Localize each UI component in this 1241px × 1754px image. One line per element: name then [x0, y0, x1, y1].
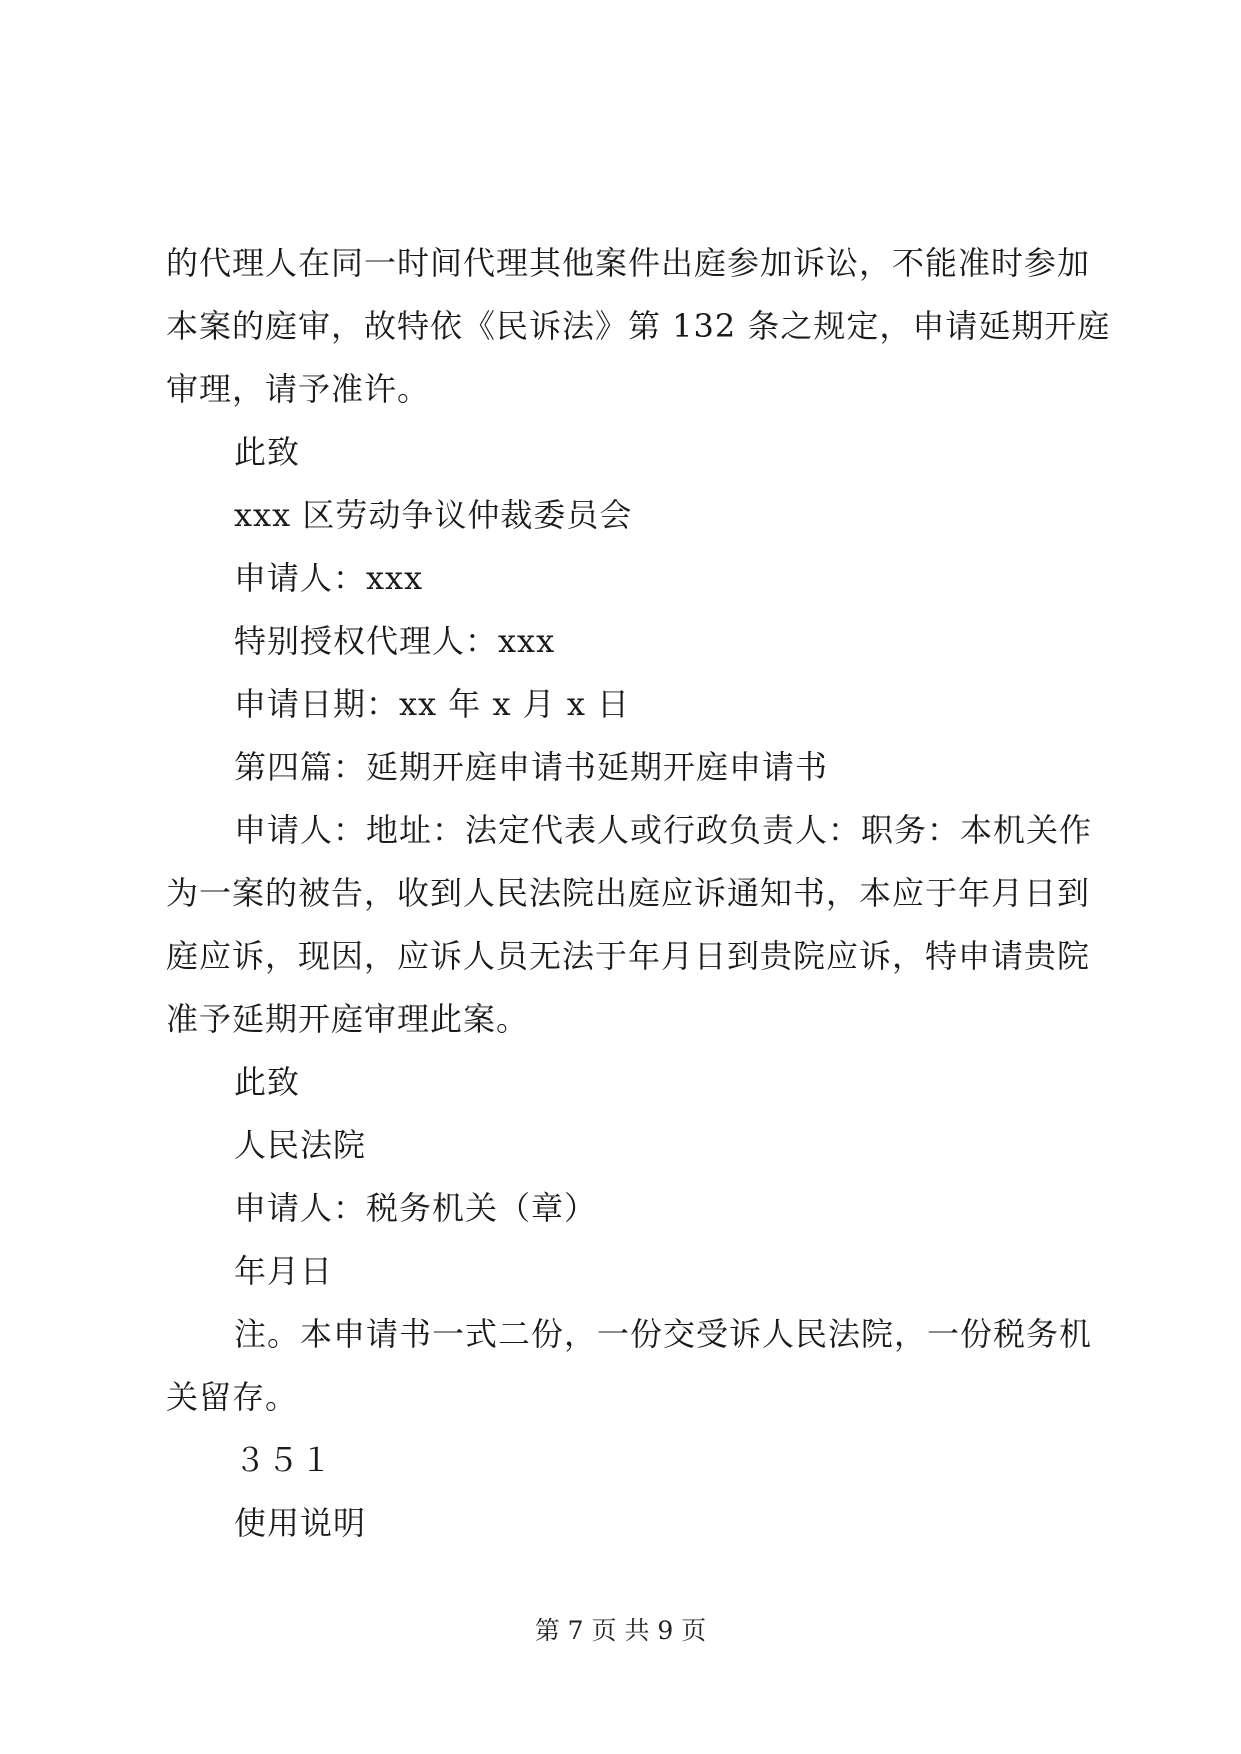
section-heading: 第四篇：延期开庭申请书延期开庭申请书 — [234, 748, 829, 786]
note-line: 关留存。 — [166, 1378, 299, 1416]
body-line: 审理，请予准许。 — [166, 370, 431, 408]
date-line: 年月日 — [234, 1252, 334, 1290]
document-body — [166, 232, 1111, 1555]
body-line: 为一案的被告，收到人民法院出庭应诉通知书，本应于年月日到 — [166, 874, 1091, 912]
number-line: ３５１ — [234, 1441, 334, 1479]
applicant-line: 申请人：税务机关（章） — [234, 1189, 598, 1227]
body-line: 本案的庭审，故特依《民诉法》第 132 条之规定，申请延期开庭 — [166, 307, 1111, 345]
recipient-line: xxx 区劳动争议仲裁委员会 — [234, 496, 633, 534]
usage-heading: 使用说明 — [234, 1504, 367, 1542]
agent-line: 特别授权代理人：xxx — [234, 622, 556, 660]
body-line: 庭应诉，现因，应诉人员无法于年月日到贵院应诉，特申请贵院 — [166, 937, 1091, 975]
body-line: 申请人：地址：法定代表人或行政负责人：职务：本机关作 — [234, 811, 1093, 849]
page-footer: 第 7 页 共 9 页 — [534, 1616, 707, 1645]
recipient-line: 人民法院 — [234, 1126, 367, 1164]
body-line: 的代理人在同一时间代理其他案件出庭参加诉讼，不能准时参加 — [166, 244, 1091, 282]
salutation-line: 此致 — [234, 433, 301, 471]
date-line: 申请日期：xx 年 x 月 x 日 — [234, 685, 631, 723]
body-line: 准予延期开庭审理此案。 — [166, 1000, 530, 1038]
salutation-line: 此致 — [234, 1063, 301, 1101]
applicant-line: 申请人：xxx — [234, 559, 424, 597]
note-line: 注。本申请书一式二份，一份交受诉人民法院，一份税务机 — [234, 1315, 1093, 1353]
